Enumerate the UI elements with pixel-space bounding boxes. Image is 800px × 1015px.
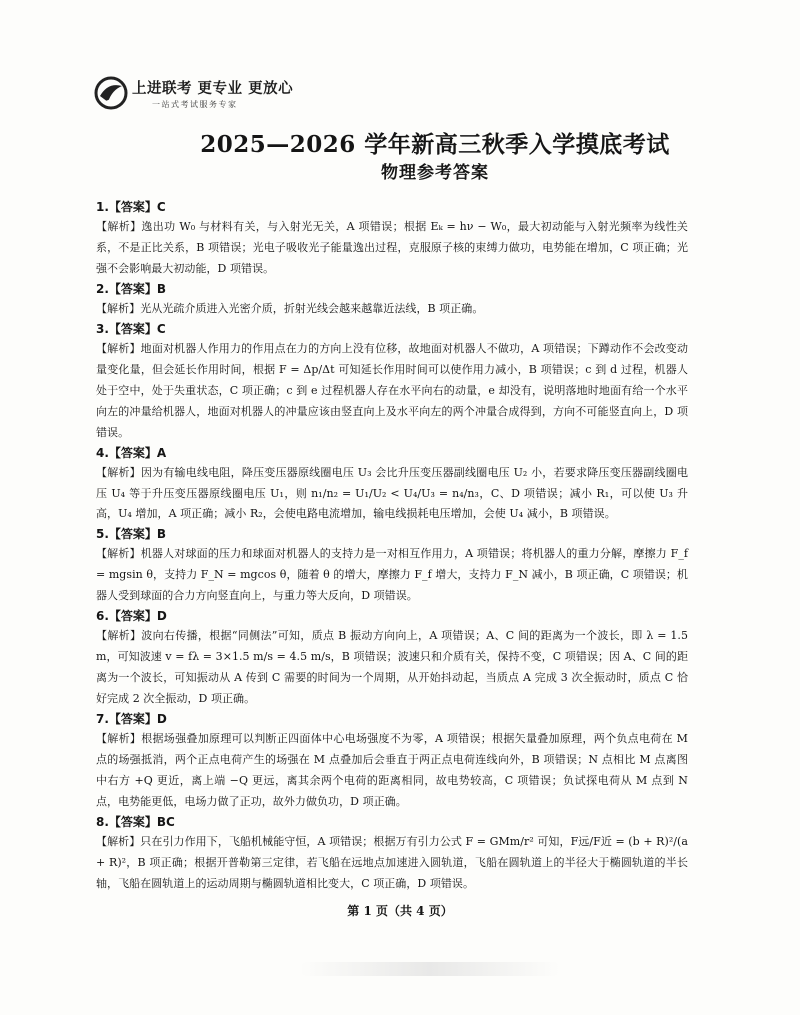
logo-tagline: 一站式考试服务专家	[152, 100, 238, 109]
question-3	[96, 320, 688, 444]
answer-list	[96, 198, 688, 895]
scan-smudge	[300, 962, 560, 976]
page-number: 第 1 页（共 4 页）	[347, 904, 453, 918]
explanation: 【解析】根据场强叠加原理可以判断正四面体中心电场强度不为零，A 项错误；根据矢量叠加原理，两个负点电荷在 M 点的场强抵消，两个正点电荷产生的场强在 M 点叠加后会垂直于两正点电荷连线向外，B 项错误；N 点相比 M 点离图中右方 +Q 更近，离上端 −Q 更远，离其余两个电荷的距离相同，故电势较高，C 项错误；负试探电荷从 M 点到 N 点，电势能更低，电场力做了正功，故外力做负功，D 项正确。	[96, 732, 688, 808]
question-4	[96, 444, 688, 526]
question-1	[96, 198, 688, 280]
logo-slogan: 上进联考 更专业 更放心	[132, 81, 294, 97]
question-6	[96, 607, 688, 710]
question-2	[96, 280, 688, 320]
exam-title: 2025—2026 学年新高三秋季入学摸底考试	[200, 131, 670, 158]
explanation: 【解析】波向右传播，根据“同侧法”可知，质点 B 振动方向向上，A 项错误；A、C 间的距离为一个波长，即 λ = 1.5 m，可知波速 v = fλ = 3×1.5 m/s = 4.5 m/s，B 项错误；波速只和介质有关，保持不变，C 项错误；因 A、C 间的距离为一个波长，可知振动从 A 传到 C 需要的时间为一个周期，从开始抖动起，当质点 A 完成 3 次全振动时，质点 C 恰好完成 2 次全振动，D 项正确。	[96, 629, 688, 706]
question-5	[96, 525, 688, 607]
explanation: 【解析】机器人对球面的压力和球面对机器人的支持力是一对相互作用力，A 项错误；将机器人的重力分解，摩擦力 F_f = mgsin θ，支持力 F_N = mgcos θ，随着 θ 的增大，摩擦力 F_f 增大，支持力 F_N 减小，B 项正确，C 项错误；机器人受到球面的合力方向竖直向上，与重力等大反向，D 项错误。	[96, 547, 688, 603]
answer-label: 3.【答案】C	[96, 321, 166, 336]
answer-label: 2.【答案】B	[96, 281, 167, 296]
answer-label: 1.【答案】C	[96, 200, 166, 214]
explanation: 【解析】地面对机器人作用力的作用点在力的方向上没有位移，故地面对机器人不做功，A 项错误；下蹲动作不会改变动量变化量，但会延长作用时间，根据 F = Δp/Δt 可知延长作用时间可以使作用力减小，B 项错误；c 到 d 过程，机器人处于空中，处于失重状态，C 项正确；c 到 e 过程机器人存在水平向右的动量，e 却没有，说明落地时地面有给一个水平向左的冲量给机器人，地面对机器人的冲量应该由竖直向上及水平向左的两个冲量合成得到，方向不可能竖直向上，D 项错误。	[96, 341, 688, 439]
swirl-logo-icon	[94, 76, 128, 110]
answer-label: 5.【答案】B	[96, 527, 167, 542]
explanation: 【解析】逸出功 W₀ 与材料有关，与入射光无关，A 项错误；根据 Eₖ = hν − W₀，最大初动能与入射光频率为线性关系，不是正比关系，B 项错误；光电子吸收光子能量逸出过程，克服原子核的束缚力做功，电势能在增加，C 项正确；光强不会影响最大初动能，D 项错误。	[96, 220, 688, 275]
answer-label: 8.【答案】BC	[96, 814, 175, 829]
question-7	[96, 710, 688, 813]
explanation: 【解析】因为有输电线电阻，降压变压器原线圈电压 U₃ 会比升压变压器副线圈电压 U₂ 小，若要求降压变压器副线圈电压 U₄ 等于升压变压器原线圈电压 U₁，则 n₁/n₂ = U₁/U₂ < U₄/U₃ = n₄/n₃，C、D 项错误；减小 R₁，可以使 U₃ 升高，U₄ 增加，A 项正确；减小 R₂，会使电路电流增加，输电线损耗电压增加，会使 U₄ 减小，B 项错误。	[96, 465, 688, 521]
answer-label: 7.【答案】D	[96, 712, 167, 727]
answer-label: 4.【答案】A	[96, 445, 167, 460]
explanation: 【解析】只在引力作用下，飞船机械能守恒，A 项错误；根据万有引力公式 F = GMm/r² 可知，F远/F近 = (b + R)²/(a + R)²，B 项正确；根据开普勒第三定律，若飞船在远地点加速进入圆轨道，飞船在圆轨道上的半径大于椭圆轨道的半长轴，飞船在圆轨道上的运动周期与椭圆轨道相比变大，C 项正确，D 项错误。	[96, 834, 688, 890]
explanation: 【解析】光从光疏介质进入光密介质，折射光线会越来越靠近法线，B 项正确。	[96, 301, 484, 315]
publisher-logo	[94, 74, 294, 114]
answer-label: 6.【答案】D	[96, 609, 167, 624]
answer-key-subtitle: 物理参考答案	[381, 163, 489, 183]
question-8	[96, 813, 688, 895]
